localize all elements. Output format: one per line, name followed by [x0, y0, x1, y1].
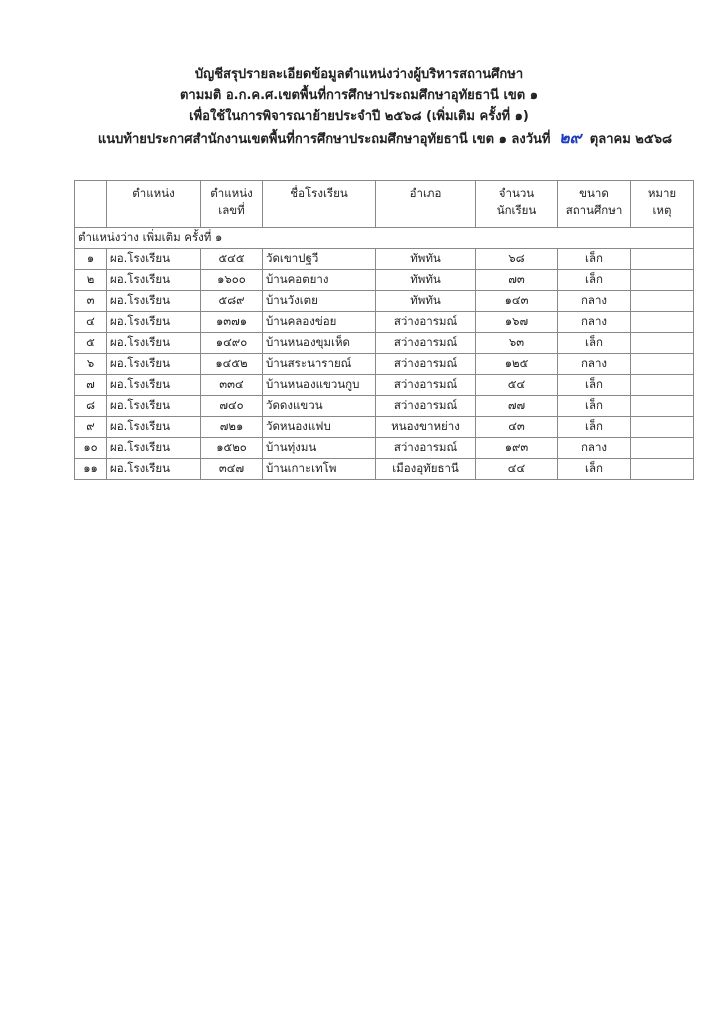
row-number: ๑๐	[75, 438, 107, 459]
row-remark	[631, 312, 694, 333]
row-remark	[631, 459, 694, 480]
row-school-name: วัดดงแขวน	[263, 396, 376, 417]
row-position-number: ๕๔๕	[201, 249, 263, 270]
row-district: สว่างอารมณ์	[376, 396, 476, 417]
row-position-number: ๑๖๐๐	[201, 270, 263, 291]
row-remark	[631, 270, 694, 291]
row-position-number: ๓๔๗	[201, 459, 263, 480]
row-remark	[631, 249, 694, 270]
row-number: ๖	[75, 354, 107, 375]
table-row	[75, 312, 694, 333]
row-number: ๑	[75, 249, 107, 270]
row-position: ผอ.โรงเรียน	[107, 396, 201, 417]
row-remark	[631, 333, 694, 354]
header-subtitle-purpose: เพื่อใช้ในการพิจารณาย้ายประจำปี ๒๕๖๘ (เพิ่มเติม ครั้งที่ ๑)	[189, 109, 529, 124]
row-student-count: ๖๓	[476, 333, 558, 354]
row-district: สว่างอารมณ์	[376, 438, 476, 459]
row-position: ผอ.โรงเรียน	[107, 459, 201, 480]
row-number: ๘	[75, 396, 107, 417]
row-school-name: บ้านเกาะเทโพ	[263, 459, 376, 480]
table-row	[75, 417, 694, 438]
header-annex-line	[0, 127, 718, 150]
row-position: ผอ.โรงเรียน	[107, 438, 201, 459]
row-school-name: บ้านคลองข่อย	[263, 312, 376, 333]
row-position-number: ๗๒๑	[201, 417, 263, 438]
row-position-number: ๑๔๙๐	[201, 333, 263, 354]
row-school-name: วัดหนองแฟบ	[263, 417, 376, 438]
row-position-number: ๑๓๗๑	[201, 312, 263, 333]
table-header-row	[75, 181, 694, 228]
row-student-count: ๕๔	[476, 375, 558, 396]
row-district: เมืองอุทัยธานี	[376, 459, 476, 480]
row-position: ผอ.โรงเรียน	[107, 333, 201, 354]
section-row	[75, 228, 694, 249]
row-school-size: กลาง	[558, 312, 631, 333]
document-header	[0, 64, 718, 150]
vacancy-table	[74, 180, 694, 480]
table-row	[75, 291, 694, 312]
row-school-name: บ้านสระนารายณ์	[263, 354, 376, 375]
row-school-size: กลาง	[558, 291, 631, 312]
annex-prefix: แนบท้ายประกาศสำนักงานเขตพื้นที่การศึกษาประถมศึกษาอุทัยธานี เขต ๑ ลงวันที่	[97, 132, 551, 147]
row-school-name: บ้านทุ่งมน	[263, 438, 376, 459]
table-row	[75, 438, 694, 459]
row-position-number: ๗๔๐	[201, 396, 263, 417]
row-school-size: เล็ก	[558, 459, 631, 480]
row-student-count: ๔๓	[476, 417, 558, 438]
row-remark	[631, 417, 694, 438]
row-district: สว่างอารมณ์	[376, 354, 476, 375]
row-district: สว่างอารมณ์	[376, 375, 476, 396]
col-header-district: อำเภอ	[376, 181, 476, 228]
col-header-size: ขนาด สถานศึกษา	[558, 181, 631, 228]
table-row	[75, 375, 694, 396]
row-student-count: ๖๘	[476, 249, 558, 270]
row-position: ผอ.โรงเรียน	[107, 249, 201, 270]
row-remark	[631, 354, 694, 375]
table-row	[75, 249, 694, 270]
row-position: ผอ.โรงเรียน	[107, 291, 201, 312]
table-row	[75, 459, 694, 480]
row-student-count: ๑๙๓	[476, 438, 558, 459]
row-position: ผอ.โรงเรียน	[107, 312, 201, 333]
row-district: หนองขาหย่าง	[376, 417, 476, 438]
row-number: ๙	[75, 417, 107, 438]
row-student-count: ๑๔๓	[476, 291, 558, 312]
row-remark	[631, 438, 694, 459]
row-school-size: เล็ก	[558, 396, 631, 417]
row-position: ผอ.โรงเรียน	[107, 354, 201, 375]
row-position: ผอ.โรงเรียน	[107, 270, 201, 291]
col-header-students: จำนวน นักเรียน	[476, 181, 558, 228]
header-subtitle-resolution: ตามมติ อ.ก.ค.ศ.เขตพื้นที่การศึกษาประถมศึกษาอุทัยธานี เขต ๑	[179, 88, 538, 103]
row-student-count: ๗๗	[476, 396, 558, 417]
row-district: ทัพทัน	[376, 270, 476, 291]
row-school-size: เล็ก	[558, 249, 631, 270]
row-student-count: ๑๖๗	[476, 312, 558, 333]
row-number: ๒	[75, 270, 107, 291]
row-district: ทัพทัน	[376, 249, 476, 270]
row-position-number: ๕๘๙	[201, 291, 263, 312]
row-school-name: บ้านวังเตย	[263, 291, 376, 312]
row-school-size: เล็ก	[558, 333, 631, 354]
row-position: ผอ.โรงเรียน	[107, 417, 201, 438]
row-school-size: กลาง	[558, 438, 631, 459]
row-student-count: ๔๔	[476, 459, 558, 480]
row-position-number: ๑๕๒๐	[201, 438, 263, 459]
row-number: ๕	[75, 333, 107, 354]
row-district: สว่างอารมณ์	[376, 333, 476, 354]
col-header-school: ชื่อโรงเรียน	[263, 181, 376, 228]
row-remark	[631, 291, 694, 312]
row-school-name: บ้านหนองแขวนกูบ	[263, 375, 376, 396]
row-school-size: กลาง	[558, 354, 631, 375]
table-row	[75, 270, 694, 291]
row-school-name: บ้านคอตยาง	[263, 270, 376, 291]
row-student-count: ๗๓	[476, 270, 558, 291]
row-district: สว่างอารมณ์	[376, 312, 476, 333]
table-row	[75, 333, 694, 354]
row-remark	[631, 375, 694, 396]
row-position-number: ๓๓๔	[201, 375, 263, 396]
row-school-size: เล็ก	[558, 270, 631, 291]
row-number: ๗	[75, 375, 107, 396]
row-student-count: ๑๒๕	[476, 354, 558, 375]
header-title: บัญชีสรุปรายละเอียดข้อมูลตำแหน่งว่างผู้บริหารสถานศึกษา	[194, 67, 524, 82]
row-school-name: วัดเขาปฐวี	[263, 249, 376, 270]
col-header-position-no: ตำแหน่ง เลขที่	[201, 181, 263, 228]
row-district: ทัพทัน	[376, 291, 476, 312]
handwritten-day: ๒๙	[559, 128, 582, 147]
col-header-no	[75, 181, 107, 228]
row-school-name: บ้านหนองขุมเห็ด	[263, 333, 376, 354]
annex-suffix: ตุลาคม ๒๕๖๘	[589, 132, 672, 147]
row-position-number: ๑๔๕๒	[201, 354, 263, 375]
col-header-remark: หมาย เหตุ	[631, 181, 694, 228]
table-row	[75, 396, 694, 417]
row-number: ๑๑	[75, 459, 107, 480]
row-school-size: เล็ก	[558, 375, 631, 396]
row-remark	[631, 396, 694, 417]
row-school-size: เล็ก	[558, 417, 631, 438]
section-label: ตำแหน่งว่าง เพิ่มเติม ครั้งที่ ๑	[75, 228, 694, 249]
table-row	[75, 354, 694, 375]
row-number: ๓	[75, 291, 107, 312]
row-number: ๔	[75, 312, 107, 333]
row-position: ผอ.โรงเรียน	[107, 375, 201, 396]
col-header-position: ตำแหน่ง	[107, 181, 201, 228]
